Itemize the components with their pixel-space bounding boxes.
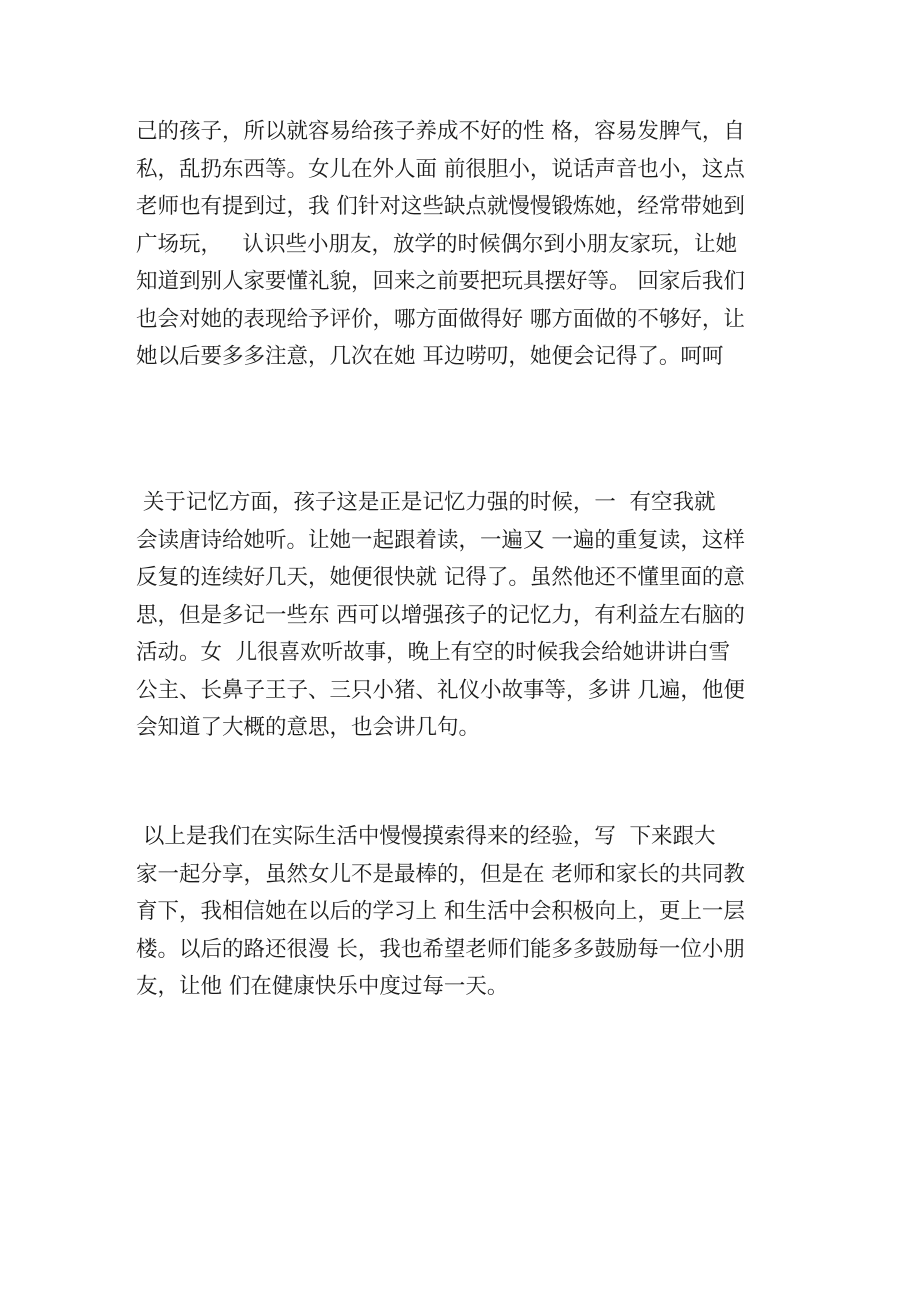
text-line: 反复的连续好几天，她便很快就 记得了。虽然他还不懂里面的意 (136, 565, 745, 590)
text-line: 以上是我们在实际生活中慢慢摸索得来的经验，写 下来跟大 (136, 824, 716, 849)
text-line: 广场玩， 认识些小朋友，放学的时候偶尔到小朋友家玩，让她 (136, 231, 738, 257)
text-line: 思，但是多记一些东 西可以增强孩子的记忆力，有利益左右脑的 (136, 602, 745, 628)
text-line: 家一起分享，虽然女儿不是最棒的，但是在 老师和家长的共同教 (136, 861, 745, 887)
paragraph-memory-training (136, 484, 745, 747)
text-line: 她以后要多多注意，几次在她 耳边唠叨，她便会记得了。呵呵 (136, 344, 724, 369)
text-line: 知道到别人家要懂礼貌，回来之前要把玩具摆好等。 回家后我们 (136, 269, 745, 294)
text-line: 楼。以后的路还很漫 长，我也希望老师们能多多鼓励每一位小朋 (136, 936, 745, 962)
text-line: 友，让他 们在健康快乐中度过每一天。 (136, 974, 509, 999)
text-line: 会知道了大概的意思，也会讲几句。 (136, 715, 481, 740)
text-line: 己的孩子，所以就容易给孩子养成不好的性 格，容易发脾气，自 (136, 119, 745, 144)
text-line: 私，乱扔东西等。女儿在外人面 前很胆小，说话声音也小，这点 (136, 156, 745, 182)
paragraph-parenting-habits (136, 113, 745, 376)
text-line: 活动。女 儿很喜欢听故事，晚上有空的时候我会给她讲讲白雪 (136, 640, 731, 665)
text-line: 老师也有提到过，我 们针对这些缺点就慢慢锻炼她，经常带她到 (136, 194, 745, 219)
text-line: 会读唐诗给她听。让她一起跟着读，一遍又 一遍的重复读，这样 (136, 527, 745, 553)
text-line: 关于记忆方面，孩子这是正是记忆力强的时候，一 有空我就 (136, 490, 716, 515)
paragraph-conclusion (136, 818, 745, 1006)
text-line: 公主、长鼻子王子、三只小猪、礼仪小故事等，多讲 几遍，他便 (136, 677, 745, 703)
text-line: 育下，我相信她在以后的学习上 和生活中会积极向上，更上一层 (136, 899, 745, 924)
text-line: 也会对她的表现给予评价，哪方面做得好 哪方面做的不够好，让 (136, 306, 745, 332)
